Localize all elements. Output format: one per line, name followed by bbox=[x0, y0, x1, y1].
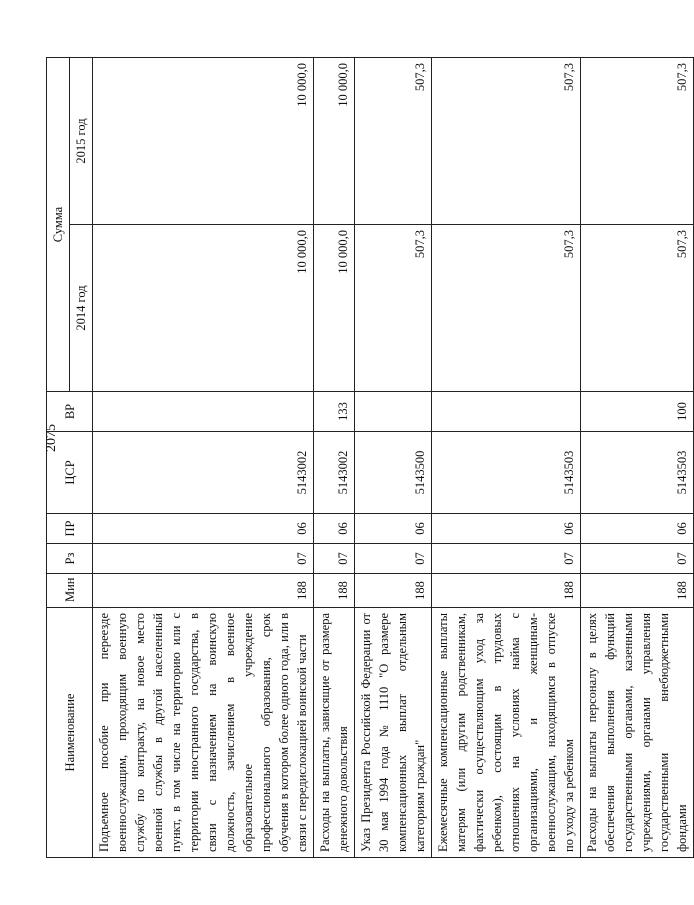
row-name: Расходы на выплаты, зависящие от размера денежного довольствия bbox=[314, 608, 355, 858]
row-vr bbox=[93, 392, 314, 432]
row-csr: 5143500 bbox=[355, 432, 432, 514]
budget-table bbox=[46, 57, 694, 858]
row-rz: 07 bbox=[93, 544, 314, 574]
row-2015: 507,3 bbox=[355, 58, 432, 225]
row-rz: 07 bbox=[314, 544, 355, 574]
row-min: 188 bbox=[432, 574, 581, 608]
row-pr: 06 bbox=[314, 514, 355, 544]
header-2015: 2015 год bbox=[70, 58, 93, 225]
header-name: Наименование bbox=[47, 608, 93, 858]
header-rz: Рз bbox=[47, 544, 93, 574]
row-2015: 10 000,0 bbox=[93, 58, 314, 225]
table-header bbox=[47, 58, 93, 858]
row-vr bbox=[355, 392, 432, 432]
row-vr: 100 bbox=[581, 392, 694, 432]
row-min: 188 bbox=[581, 574, 694, 608]
row-2015: 507,3 bbox=[432, 58, 581, 225]
header-csr: ЦСР bbox=[47, 432, 93, 514]
row-csr: 5143503 bbox=[432, 432, 581, 514]
table-row bbox=[432, 58, 581, 858]
header-sum: Сумма bbox=[47, 58, 70, 392]
row-name: Ежемесячные компенсационные выплаты матерям (или другим родственникам, фактически осуществляющим уход за ребенком), состоящим в трудовых отношениях на условиях найма с организациями, и женщинам-военнослужащим, находящимся в отпуске по уходу за ребенком bbox=[432, 608, 581, 858]
row-pr: 06 bbox=[581, 514, 694, 544]
row-vr: 133 bbox=[314, 392, 355, 432]
row-csr: 5143002 bbox=[314, 432, 355, 514]
row-rz: 07 bbox=[581, 544, 694, 574]
row-vr bbox=[432, 392, 581, 432]
row-pr: 06 bbox=[432, 514, 581, 544]
row-name: Подъемное пособие при переезде военнослужащим, проходящим военную службу по контракту, на новое место военной службы в другой населенный пункт, в том числе на территорию или с территории иностранного государства, в связи с назначением на воинскую должность, зачислением в военное образовательное учреждение профессионального образования, срок обучения в котором более одного года, или в связи с передислокацией воинской части bbox=[93, 608, 314, 858]
row-2014: 507,3 bbox=[432, 225, 581, 392]
row-pr: 06 bbox=[93, 514, 314, 544]
row-2014: 507,3 bbox=[581, 225, 694, 392]
row-2014: 10 000,0 bbox=[93, 225, 314, 392]
row-rz: 07 bbox=[355, 544, 432, 574]
row-csr: 5143503 bbox=[581, 432, 694, 514]
row-2014: 10 000,0 bbox=[314, 225, 355, 392]
table-row bbox=[355, 58, 432, 858]
header-min: Мин bbox=[47, 574, 93, 608]
row-min: 188 bbox=[355, 574, 432, 608]
row-name: Расходы на выплаты персоналу в целях обеспечения выполнения функций государственными органами, казенными учреждениями, органами управления государственными внебюджетными фондами bbox=[581, 608, 694, 858]
table-row bbox=[314, 58, 355, 858]
table-row bbox=[93, 58, 314, 858]
row-rz: 07 bbox=[432, 544, 581, 574]
row-2015: 507,3 bbox=[581, 58, 694, 225]
row-name: Указ Президента Российской Федерации от 30 мая 1994 года № 1110 "О размере компенсационных выплат отдельным категориям граждан" bbox=[355, 608, 432, 858]
row-pr: 06 bbox=[355, 514, 432, 544]
row-min: 188 bbox=[93, 574, 314, 608]
header-vr: ВР bbox=[47, 392, 93, 432]
table-row bbox=[581, 58, 694, 858]
page-number: 2075 bbox=[44, 424, 59, 452]
header-pr: ПР bbox=[47, 514, 93, 544]
budget-sheet bbox=[46, 58, 689, 858]
row-2015: 10 000,0 bbox=[314, 58, 355, 225]
row-2014: 507,3 bbox=[355, 225, 432, 392]
row-min: 188 bbox=[314, 574, 355, 608]
row-csr: 5143002 bbox=[93, 432, 314, 514]
header-2014: 2014 год bbox=[70, 225, 93, 392]
